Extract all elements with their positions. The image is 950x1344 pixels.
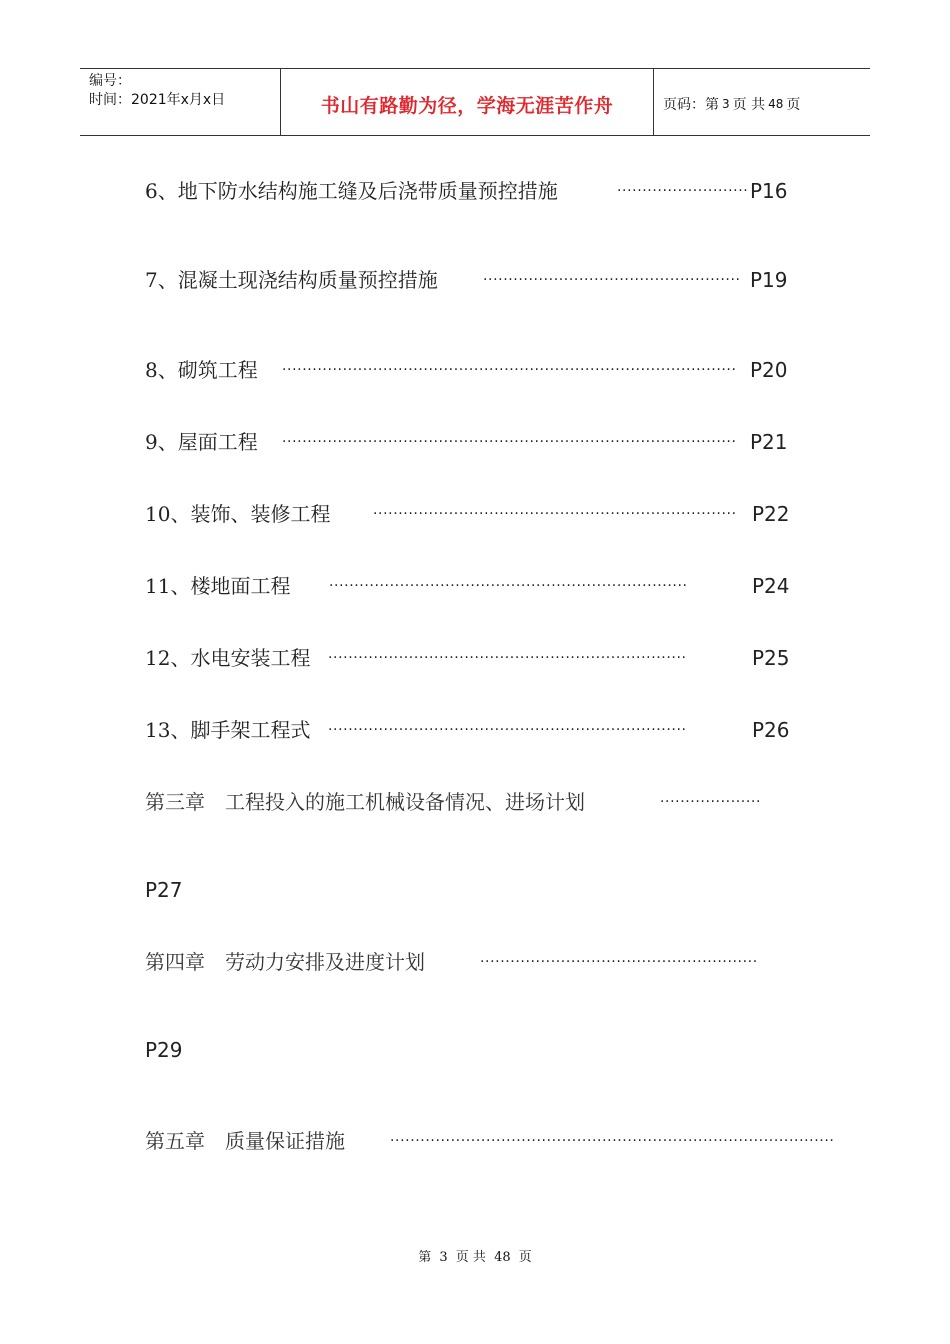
- toc-leader-dots: ·······································································: [329, 578, 688, 594]
- toc-leader-dots: ·······································································: [328, 650, 687, 666]
- code-label: 编号：: [89, 73, 131, 89]
- toc-leader-dots: ··························: [617, 183, 749, 199]
- page-label: 页码：第: [663, 97, 719, 113]
- toc-item-title: 6、地下防水结构施工缝及后浇带质量预控措施: [145, 179, 558, 203]
- toc-item-page: P22: [752, 502, 790, 526]
- footer-current-page: 3: [439, 1250, 448, 1265]
- toc-item-title: 13、脚手架工程式: [145, 718, 311, 742]
- toc-item-title: 9、屋面工程: [145, 430, 258, 454]
- toc-leader-dots: ·······················································: [480, 954, 758, 970]
- page-current: 3: [722, 97, 730, 111]
- page-footer: [0, 1246, 950, 1265]
- header-motto: 书山有路勤为径，学海无涯苦作舟: [281, 69, 654, 135]
- time-line: [89, 91, 280, 110]
- chapter-item[interactable]: [145, 949, 775, 975]
- chapter-item-page[interactable]: P29: [145, 1038, 183, 1062]
- toc-item-page: P19: [750, 268, 788, 292]
- toc-leader-dots: ························································································: [390, 1133, 835, 1149]
- toc-item-page: P26: [752, 718, 790, 742]
- page-header: [80, 68, 870, 136]
- toc-item[interactable]: [145, 717, 795, 743]
- toc-leader-dots: ··························································································: [282, 362, 737, 378]
- toc-item-title: 11、楼地面工程: [145, 574, 291, 598]
- time-label: 时间：: [89, 92, 131, 108]
- footer-total-pages: 48: [494, 1250, 511, 1265]
- chapter-item[interactable]: [145, 789, 775, 815]
- chapter-item-title: 第五章 质量保证措施: [145, 1129, 345, 1153]
- chapter-item-title: 第三章 工程投入的施工机械设备情况、进场计划: [145, 790, 585, 814]
- page-mid: 页 共: [732, 97, 766, 113]
- footer-mid: 页 共: [455, 1250, 486, 1265]
- toc-item-title: 7、混凝土现浇结构质量预控措施: [145, 268, 438, 292]
- time-value: 2021年x月x日: [131, 92, 226, 108]
- chapter-item-page[interactable]: P27: [145, 878, 183, 902]
- footer-suffix: 页: [518, 1250, 532, 1265]
- toc-item[interactable]: [145, 501, 795, 527]
- footer-prefix: 第: [418, 1250, 432, 1265]
- toc-item[interactable]: [145, 357, 795, 383]
- toc-item[interactable]: [145, 178, 795, 204]
- toc-leader-dots: ·······································································: [328, 722, 687, 738]
- toc-item-page: P16: [750, 179, 788, 203]
- toc-leader-dots: ········································································: [373, 506, 737, 522]
- page-total: 48: [768, 97, 784, 111]
- chapter-item[interactable]: [145, 1128, 835, 1154]
- header-meta: [80, 69, 281, 135]
- chapter-item-title: 第四章 劳动力安排及进度计划: [145, 950, 425, 974]
- toc-item-title: 12、水电安装工程: [145, 646, 311, 670]
- toc-item-title: 10、装饰、装修工程: [145, 502, 331, 526]
- toc-leader-dots: ···················································: [483, 272, 741, 288]
- page-suffix: 页: [786, 97, 801, 113]
- toc-item-page: P25: [752, 646, 790, 670]
- toc-item[interactable]: [145, 645, 795, 671]
- toc-item-page: P24: [752, 574, 790, 598]
- toc-item[interactable]: [145, 267, 795, 293]
- toc-item-title: 8、砌筑工程: [145, 358, 258, 382]
- toc-item[interactable]: [145, 573, 795, 599]
- toc-leader-dots: ····················: [660, 794, 762, 810]
- toc-leader-dots: ··························································································: [282, 434, 737, 450]
- toc-item-page: P21: [750, 430, 788, 454]
- toc-item[interactable]: [145, 429, 795, 455]
- toc-item-page: P20: [750, 358, 788, 382]
- header-page-number: [654, 69, 870, 135]
